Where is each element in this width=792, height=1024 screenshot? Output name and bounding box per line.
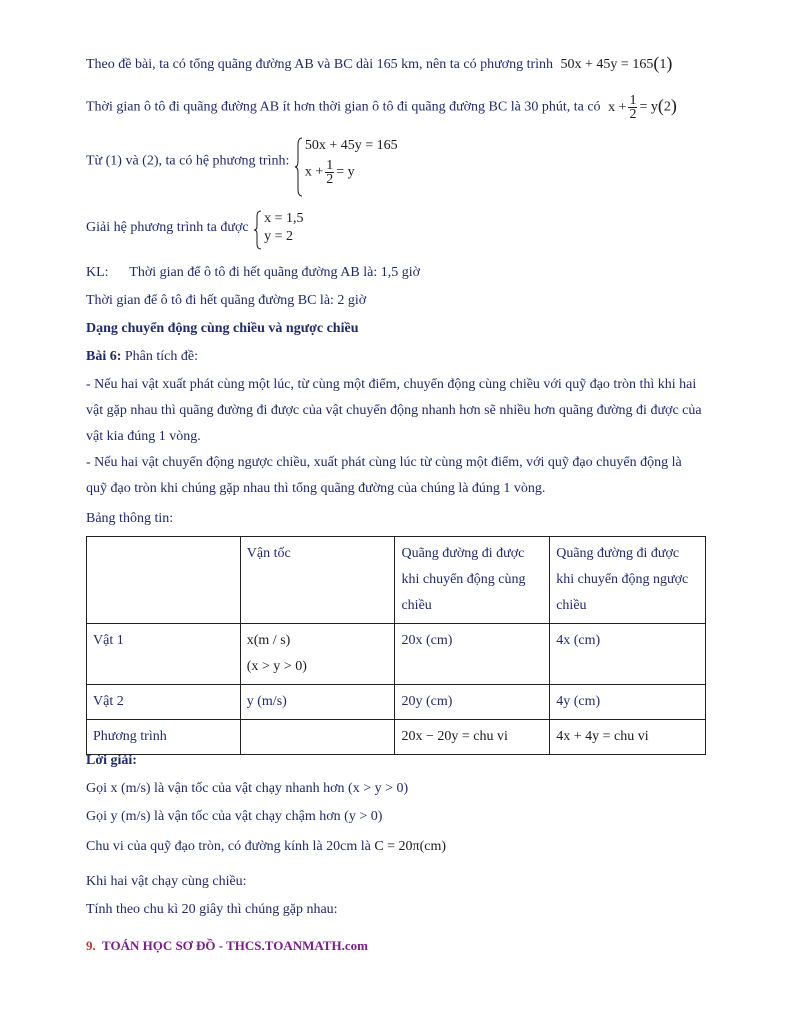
table-cell: 20y (cm) [395,685,550,720]
brace-icon [254,210,262,250]
table-cell: Vật 1 [87,624,241,685]
solution-heading: Lời giải: [86,753,137,768]
footer-text: TOÁN HỌC SƠ ĐỒ - THCS.TOANMATH.com [102,938,368,953]
table-header-cell: Quãng đường đi được khi chuyển động ngược chiều [550,537,706,624]
table-row [87,537,706,624]
perimeter-formula: C = 20π(cm) [374,839,447,854]
system-row-1: x = 1,5 [264,211,304,226]
page-footer: 9. TOÁN HỌC SƠ ĐỒ - THCS.TOANMATH.com [86,938,368,953]
system-row-1: 50x + 45y = 165 [304,138,398,153]
sentence-total-distance [86,54,672,74]
table-cell: 4x + 4y = chu vi [550,720,706,755]
eq-tag-2: 2 [663,99,671,115]
table-header-cell: Quãng đường đi được khi chuyển động cùng chiều [395,537,550,624]
table-row [87,624,706,685]
table-cell: 4y (cm) [550,685,706,720]
table-cell: Vật 2 [87,685,241,720]
analysis-paragraph-2: - Nếu hai vật chuyển động ngược chiều, xuất phát cùng lúc từ cùng một điểm, với quỹ đạo chuyển động là quỹ đạo tròn khi chúng gặp nhau thì tổng quãng đường của chúng là đúng 1 vòng. [86,455,682,496]
exercise-title: Bài 6: Phân tích đề: [86,349,198,364]
table-cell: y (m/s) [240,685,395,720]
info-table [86,536,706,755]
table-cell: 4x (cm) [550,624,706,685]
equation-2-left: x + [608,99,627,115]
section-heading: Dạng chuyển động cùng chiều và ngược chiều [86,321,359,336]
equation-system-2 [254,210,303,246]
table-cell: 20x (cm) [395,624,550,685]
text: Từ (1) và (2), ta có hệ phương trình: [86,153,290,169]
fraction-half: $\frac{1}{2}$ [326,158,334,187]
text: Theo đề bài, ta có tổng quãng đường AB và BC dài 165 km, nên ta có phương trình [86,57,554,72]
solution-line: Khi hai vật chạy cùng chiều: [86,874,247,889]
table-cell: 20x − 20y = chu vi [395,720,550,755]
brace-icon [295,137,303,197]
info-table-caption: Bảng thông tin: [86,511,174,526]
table-row [87,720,706,755]
equation-system-1 [295,137,398,186]
eq-tag-open: ( [653,53,660,73]
system-row-2: x + $\frac{1}{2}$ = y [304,158,355,187]
table-cell [240,720,395,755]
solution-line: Tính theo chu kì 20 giây thì chúng gặp nhau: [86,902,338,917]
sentence-solution [86,210,303,246]
sentence-time-difference: Thời gian ô tô đi quãng đường AB ít hơn thời gian ô tô đi quãng đường BC là 30 phút, ta có x + $\frac{1}{2}$ = y(2) [86,93,677,122]
solution-line-perimeter: Chu vi của quỹ đạo tròn, có đường kính là 20cm là C = 20π(cm) [86,839,447,854]
text: Giải hệ phương trình ta được [86,220,249,235]
text: Thời gian ô tô đi quãng đường AB ít hơn thời gian ô tô đi quãng đường BC là 30 phút, ta có [86,99,601,115]
solution-line: Gọi y (m/s) là vận tốc của vật chạy chậm hơn (y > 0) [86,809,383,824]
fraction-half: $\frac{1}{2}$ [629,93,637,122]
table-row [87,685,706,720]
eq-tag-close: ) [666,53,673,73]
equation-1: 50x + 45y = 165 [560,57,654,72]
table-header-cell: Vận tốc [240,537,395,624]
table-cell: x(m / s) (x > y > 0) [240,624,395,685]
conclusion-bc: Thời gian để ô tô đi hết quãng đường BC là: 2 giờ [86,293,367,308]
system-row-2: y = 2 [264,229,293,244]
solution-line: Gọi x (m/s) là vận tốc của vật chạy nhanh hơn (x > y > 0) [86,781,409,796]
equation-2-right: = y [639,99,658,115]
analysis-paragraph-1: - Nếu hai vật xuất phát cùng một lúc, từ cùng một điểm, chuyển động cùng chiều với quỹ đạo tròn thì khi hai vật gặp nhau thì quãng đường đi được của vật chuyển động nhanh hơn sẽ nhiều hơn quãng đường đi được của vật kia đúng 1 vòng. [86,377,702,444]
table-cell: Phương trình [87,720,241,755]
page-number: 9 [86,938,93,953]
table-header-cell [87,537,241,624]
conclusion-ab: KL: Thời gian để ô tô đi hết quãng đường AB là: 1,5 giờ [86,265,421,280]
eq-tag-1: 1 [659,57,667,72]
sentence-system [86,137,398,186]
